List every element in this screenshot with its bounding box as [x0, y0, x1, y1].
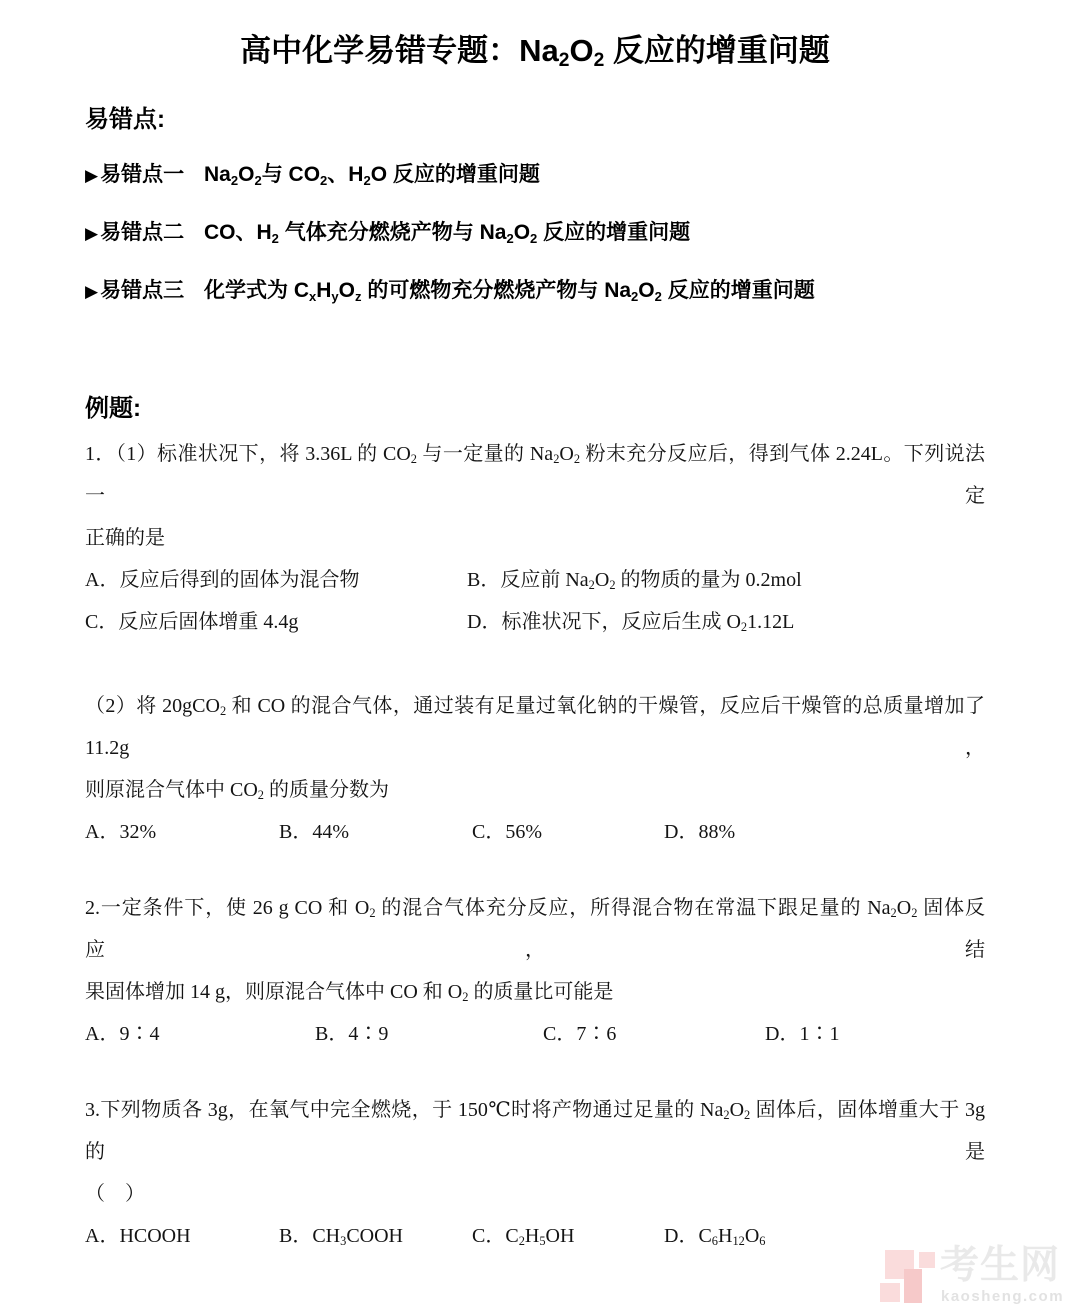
triangle-bullet-icon: ▶	[85, 166, 99, 185]
problem-line: 3.下列物质各 3g，在氧气中完全燃烧，于 150℃时将产物通过足量的 $Na_2O_2$ 固体后，固体增重大于 3g 的是	[85, 1099, 985, 1163]
watermark	[878, 1243, 1065, 1309]
option-b: B．44%	[279, 821, 349, 843]
document-content	[0, 30, 1066, 1257]
point-label-text: 易错点三	[100, 279, 185, 302]
option-d: D．88%	[664, 821, 736, 843]
option-b: B．4∶9	[315, 1023, 389, 1045]
page-title: 高中化学易错专题：$Na_2O_2$ 反应的增重问题	[240, 33, 830, 72]
option-c: C．$C_2H_5OH$	[472, 1225, 575, 1249]
option-c: C．56%	[472, 821, 542, 843]
kaosheng-logo-icon	[878, 1245, 936, 1305]
option-a: A．9∶4	[85, 1023, 160, 1045]
point-label-2	[85, 218, 204, 249]
option-c: C．7∶6	[543, 1023, 617, 1045]
watermark-site-domain: kaosheng.com	[941, 1288, 1065, 1305]
option-d: D．$C_6H_{12}O_6$	[664, 1225, 766, 1249]
problem-line: 正确的是	[85, 527, 165, 549]
problem-line: 2.一定条件下，使 26 g CO 和 $O_2$ 的混合气体充分反应，所得混合物在常温下跟足量的 $Na_2O_2$ 固体反应，结	[85, 897, 986, 961]
options-row	[85, 1215, 985, 1257]
option-c: C．反应后固体增重 4.4g	[85, 611, 299, 633]
point-label-text: 易错点一	[100, 163, 185, 186]
problem-line: （ ）	[85, 1183, 145, 1205]
point-text-2: CO、$H_2$ 气体充分燃烧产物与 $Na_2O_2$ 反应的增重问题	[204, 221, 691, 246]
options-row	[85, 601, 985, 643]
option-a: A．反应后得到的固体为混合物	[85, 569, 360, 591]
option-d: D．1∶1	[765, 1023, 840, 1045]
point-label-text: 易错点二	[100, 221, 185, 244]
section-heading-points: 易错点:	[85, 106, 165, 133]
point-item-3	[85, 276, 985, 307]
option-d: D．标准状况下，反应后生成 $O_21.12L$	[467, 611, 795, 635]
point-item-1	[85, 160, 985, 191]
option-b: B．反应前 $Na_2O_2$ 的物质的量为 0.2mol	[467, 569, 802, 593]
point-label-1	[85, 160, 204, 191]
problem-line: 则原混合气体中 $CO_2$ 的质量分数为	[85, 779, 389, 803]
problem-line: 果固体增加 14 g，则原混合气体中 CO 和 $O_2$ 的质量比可能是	[85, 981, 614, 1005]
problem-line: （2）将 20gCO$_2$ 和 CO 的混合气体，通过装有足量过氧化钠的干燥管，反应后干燥管的总质量增加了 11.2g，	[85, 695, 985, 759]
watermark-site-name: 考生网	[940, 1244, 1061, 1287]
section-heading-examples: 例题:	[85, 395, 141, 422]
options-row	[85, 1013, 985, 1055]
point-label-3	[85, 276, 204, 307]
problem-1-part-1	[85, 433, 985, 643]
point-text-1: $Na_2O_2$与 $CO_2$、$H_2O$ 反应的增重问题	[204, 163, 540, 188]
options-row	[85, 559, 985, 601]
triangle-bullet-icon: ▶	[85, 224, 99, 243]
problem-3	[85, 1089, 985, 1257]
option-a: A．32%	[85, 821, 157, 843]
option-b: B．$CH_3COOH$	[279, 1225, 403, 1249]
point-item-2	[85, 218, 985, 249]
point-text-3: 化学式为 $C_xH_yO_z$ 的可燃物充分燃烧产物与 $Na_2O_2$ 反应的增重问题	[204, 279, 815, 304]
option-a: A．HCOOH	[85, 1225, 191, 1247]
triangle-bullet-icon: ▶	[85, 282, 99, 301]
problem-line: 1．（1）标准状况下，将 3.36L 的 $CO_2$ 与一定量的 $Na_2O_2$ 粉末充分反应后，得到气体 2.24L。下列说法一定	[85, 443, 986, 507]
problem-1-part-2	[85, 685, 985, 853]
problem-2	[85, 887, 985, 1055]
options-row	[85, 811, 985, 853]
